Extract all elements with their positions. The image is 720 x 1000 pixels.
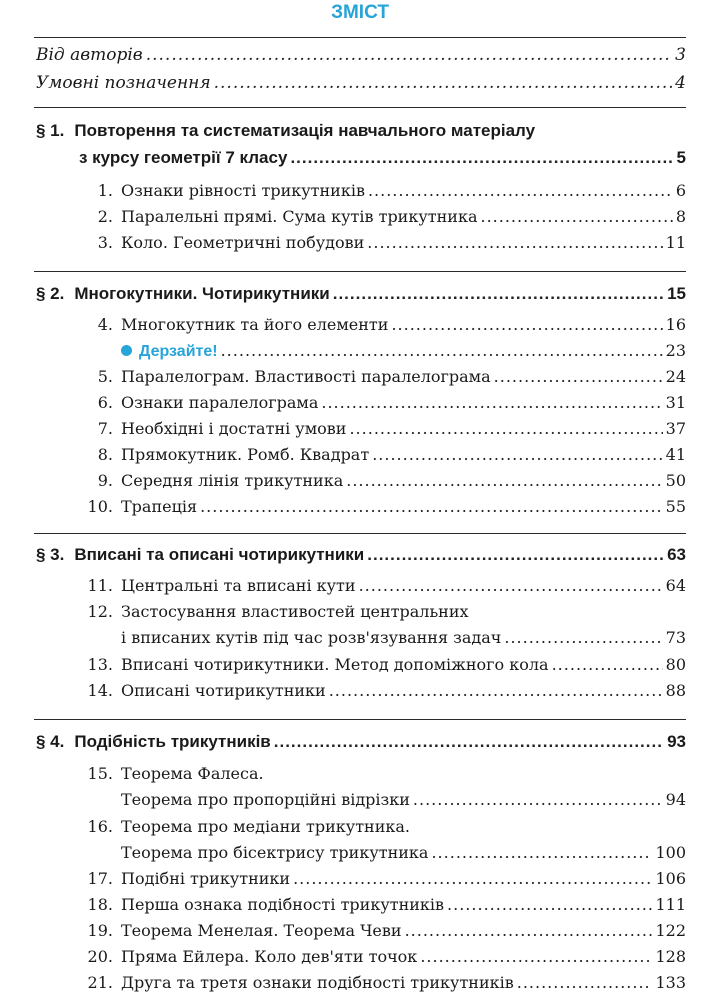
- page-number: 4: [675, 73, 686, 93]
- page-number: 63: [667, 545, 686, 564]
- section-divider: [34, 107, 686, 108]
- leader-dots: [349, 416, 662, 442]
- item-title: Застосування властивостей центральних: [121, 602, 469, 621]
- item-title: Перша ознака подібності трикутників: [121, 895, 445, 914]
- item-number: 16.: [87, 817, 113, 836]
- toc-item[interactable]: [79, 573, 686, 599]
- leader-dots: [293, 866, 652, 892]
- item-number: 10.: [87, 497, 113, 516]
- item-title: Необхідні і достатні умови: [121, 419, 347, 438]
- leader-dots: [372, 442, 662, 468]
- leader-dots: [368, 178, 673, 204]
- page-number: 80: [665, 655, 686, 674]
- item-title-cont: Теорема про пропорційні відрізки: [121, 790, 410, 809]
- item-title: Вписані чотирикутники. Метод допоміжного кола: [121, 655, 549, 674]
- item-title: Паралелограм. Властивості паралелограма: [121, 367, 491, 386]
- section-divider: [34, 533, 686, 534]
- section-title-cont: з курсу геометрії 7 класу: [79, 148, 288, 167]
- leader-dots: [431, 840, 652, 866]
- toc-item[interactable]: [79, 918, 686, 944]
- leader-dots: [405, 918, 653, 944]
- toc-item[interactable]: [79, 944, 686, 970]
- page-number: 93: [667, 732, 686, 751]
- toc-item[interactable]: [79, 230, 686, 256]
- toc-item[interactable]: [79, 814, 410, 840]
- leader-dots: [359, 573, 663, 599]
- leader-dots: [517, 970, 653, 996]
- toc-item[interactable]: [79, 892, 686, 918]
- section-heading[interactable]: [36, 281, 686, 307]
- page-number: 50: [665, 471, 686, 490]
- item-number: 19.: [87, 921, 113, 940]
- leader-dots: [221, 338, 663, 364]
- section-heading[interactable]: [36, 118, 535, 144]
- leader-dots: [214, 70, 673, 96]
- page-number: 11: [665, 233, 686, 252]
- page-number: 100: [655, 843, 686, 862]
- toc-item[interactable]: [79, 866, 686, 892]
- leader-dots: [367, 230, 662, 256]
- page-number: 94: [665, 790, 686, 809]
- leader-dots: [504, 625, 662, 651]
- toc-item[interactable]: [79, 678, 686, 704]
- item-title: Центральні та вписані кути: [121, 576, 356, 595]
- toc-item[interactable]: [79, 178, 686, 204]
- title-divider: [34, 37, 686, 38]
- page-number: 73: [665, 628, 686, 647]
- section-heading-cont[interactable]: [79, 145, 686, 171]
- toc-item[interactable]: [79, 442, 686, 468]
- section-number: § 1.: [36, 121, 65, 140]
- section-divider: [34, 271, 686, 272]
- section-title: Вписані та описані чотирикутники: [74, 545, 365, 564]
- item-title: Описані чотирикутники: [121, 681, 326, 700]
- page-number: 31: [665, 393, 686, 412]
- toc-item-cont[interactable]: [121, 625, 686, 651]
- section-title: Подібність трикутників: [74, 732, 271, 751]
- item-number: 17.: [87, 869, 113, 888]
- item-number: 5.: [97, 367, 113, 386]
- item-number: 7.: [97, 419, 113, 438]
- section-heading[interactable]: [36, 729, 686, 755]
- page-number: 128: [655, 947, 686, 966]
- page-number: 111: [655, 895, 686, 914]
- section-heading[interactable]: [36, 542, 686, 568]
- toc-item[interactable]: [79, 390, 686, 416]
- item-number: 21.: [87, 973, 113, 992]
- section-number: § 2.: [36, 284, 65, 303]
- page-number: 55: [665, 497, 686, 516]
- leader-dots: [200, 494, 663, 520]
- page-number: 23: [665, 341, 686, 360]
- leader-dots: [333, 281, 664, 307]
- section-title: Многокутники. Чотирикутники: [74, 284, 330, 303]
- item-number: 12.: [87, 602, 113, 621]
- item-number: 11.: [87, 576, 113, 595]
- leader-dots: [274, 729, 664, 755]
- item-number: 14.: [87, 681, 113, 700]
- toc-item[interactable]: [79, 312, 686, 338]
- highlight-label: Дерзайте!: [139, 343, 218, 360]
- item-title-cont: і вписаних кутів під час розв'язування задач: [121, 628, 502, 647]
- toc-item[interactable]: [79, 599, 469, 625]
- leader-dots: [494, 364, 663, 390]
- leader-dots: [447, 892, 652, 918]
- bullet-icon: [121, 345, 132, 356]
- item-title: Середня лінія трикутника: [121, 471, 344, 490]
- item-title-cont: Теорема про бісектрису трикутника: [121, 843, 429, 862]
- leader-dots: [413, 787, 663, 813]
- item-title: Теорема про медіани трикутника.: [121, 817, 410, 836]
- item-title: Ознаки рівності трикутників: [121, 181, 365, 200]
- leader-dots: [367, 542, 664, 568]
- item-title: Трапеція: [121, 497, 198, 516]
- toc-item[interactable]: [79, 204, 686, 230]
- item-title: Многокутник та його елементи: [121, 315, 389, 334]
- page-number: 37: [665, 419, 686, 438]
- item-title: Прямокутник. Ромб. Квадрат: [121, 445, 370, 464]
- leader-dots: [329, 678, 663, 704]
- item-title: Пряма Ейлера. Коло дев'яти точок: [121, 947, 418, 966]
- page-number: 6: [675, 181, 686, 200]
- item-number: 13.: [87, 655, 113, 674]
- leader-dots: [321, 390, 662, 416]
- toc-item[interactable]: [79, 364, 686, 390]
- item-number: 15.: [87, 764, 113, 783]
- leader-dots: [346, 468, 662, 494]
- toc-item-cont[interactable]: [121, 787, 686, 813]
- page-number: 64: [665, 576, 686, 595]
- item-title: Коло. Геометричні побудови: [121, 233, 365, 252]
- item-title: Подібні трикутники: [121, 869, 291, 888]
- toc-item-cont[interactable]: [121, 840, 686, 866]
- toc-item[interactable]: [79, 494, 686, 520]
- section-number: § 4.: [36, 732, 65, 751]
- item-number: 3.: [97, 233, 113, 252]
- page-number: 3: [675, 45, 686, 65]
- leader-dots: [391, 312, 662, 338]
- page-number: 106: [655, 869, 686, 888]
- page-number: 8: [675, 207, 686, 226]
- section-number: § 3.: [36, 545, 65, 564]
- toc-item[interactable]: [79, 652, 686, 678]
- leader-dots: [480, 204, 672, 230]
- intro-row[interactable]: [36, 42, 686, 68]
- item-number: 9.: [97, 471, 113, 490]
- item-title: Теорема Фалеса.: [121, 764, 264, 783]
- page-number: 88: [665, 681, 686, 700]
- toc-item[interactable]: [79, 416, 686, 442]
- leader-dots: [552, 652, 663, 678]
- toc-item[interactable]: [79, 761, 264, 787]
- item-title: Паралельні прямі. Сума кутів трикутника: [121, 207, 478, 226]
- item-title: Друга та третя ознаки подібності трикутників: [121, 973, 514, 992]
- leader-dots: [290, 145, 673, 171]
- page-title: ЗМІСТ: [331, 2, 389, 23]
- toc-item[interactable]: [79, 970, 686, 996]
- item-title: Ознаки паралелограма: [121, 393, 319, 412]
- item-title: Теорема Менелая. Теорема Чеви: [121, 921, 402, 940]
- intro-title: Від авторів: [36, 45, 143, 65]
- item-number: 6.: [97, 393, 113, 412]
- item-number: 8.: [97, 445, 113, 464]
- intro-title: Умовні позначення: [36, 73, 211, 93]
- item-number: 2.: [97, 207, 113, 226]
- toc-item[interactable]: [79, 468, 686, 494]
- item-number: 18.: [87, 895, 113, 914]
- page-number: 15: [667, 284, 686, 303]
- leader-dots: [420, 944, 652, 970]
- toc-item-highlight[interactable]: [79, 338, 686, 364]
- item-number: 1.: [97, 181, 113, 200]
- page-number: 122: [655, 921, 686, 940]
- page-number: 24: [665, 367, 686, 386]
- page-number: 133: [655, 973, 686, 992]
- section-divider: [34, 719, 686, 720]
- page-number: 41: [665, 445, 686, 464]
- page-number: 5: [676, 148, 686, 167]
- leader-dots: [146, 42, 672, 68]
- item-number: 4.: [97, 315, 113, 334]
- page-number: 16: [665, 315, 686, 334]
- section-title: Повторення та систематизація навчального матеріалу: [74, 121, 536, 140]
- item-title: [121, 339, 218, 365]
- intro-row[interactable]: [36, 70, 686, 96]
- item-number: 20.: [87, 947, 113, 966]
